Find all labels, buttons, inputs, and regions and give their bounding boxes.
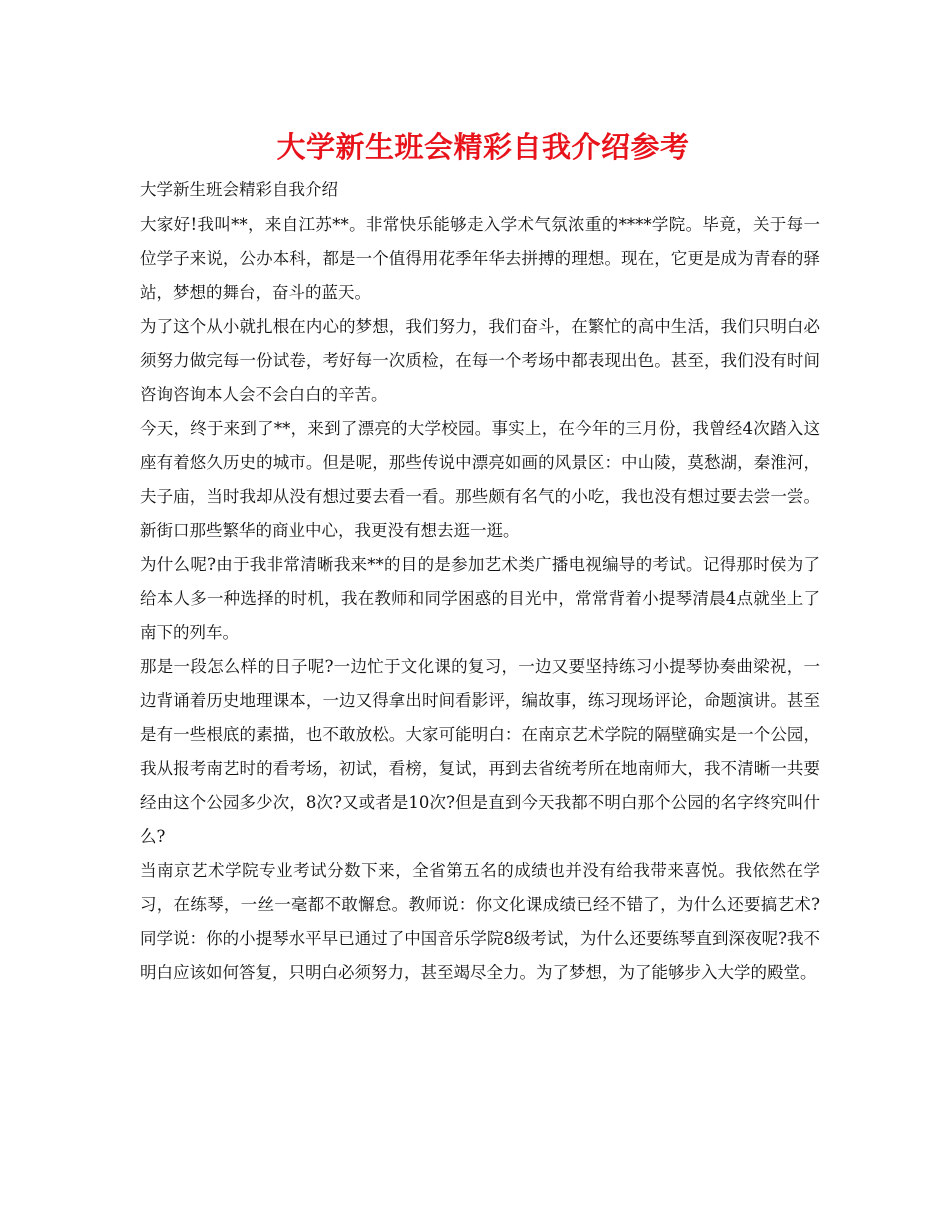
- paragraph-4: 为什么呢?由于我非常清晰我来**的目的是参加艺术类广播电视编导的考试。记得那时侯为了给本人多一种选择的时机，我在教师和同学困惑的目光中，常常背着小提琴清晨4点就坐上了南下的列车。: [140, 555, 820, 642]
- paragraph-1: 大家好!我叫**，来自江苏**。非常快乐能够走入学术气氛浓重的****学院。毕竟，关于每一位学子来说，公办本科，都是一个值得用花季年华去拼搏的理想。现在，它更是成为青春的驿站，梦想的舞台，奋斗的蓝天。: [140, 215, 820, 302]
- document-subtitle: 大学新生班会精彩自我介绍: [140, 180, 338, 199]
- document-body: [140, 208, 820, 990]
- document-title: 大学新生班会精彩自我介绍参考: [276, 130, 690, 164]
- paragraph-6: 当南京艺术学院专业考试分数下来，全省第五名的成绩也并没有给我带来喜悦。我依然在学习，在练琴，一丝一毫都不敢懈怠。教师说：你文化课成绩已经不错了，为什么还要搞艺术?同学说：你的小提琴水平早已通过了中国音乐学院8级考试，为什么还要练琴直到深夜呢?我不明白应该如何答复，只明白必须努力，甚至竭尽全力。为了梦想，为了能够步入大学的殿堂。: [140, 861, 820, 982]
- paragraph-3: 今天，终于来到了**，来到了漂亮的大学校园。事实上，在今年的三月份，我曾经4次踏入这座有着悠久历史的城市。但是呢，那些传说中漂亮如画的风景区：中山陵，莫愁湖，秦淮河，夫子庙，当时我却从没有想过要去看一看。那些颇有名气的小吃，我也没有想过要去尝一尝。新街口那些繁华的商业中心，我更没有想去逛一逛。: [140, 419, 820, 540]
- paragraph-5: 那是一段怎么样的日子呢?一边忙于文化课的复习，一边又要坚持练习小提琴协奏曲梁祝，一边背诵着历史地理课本，一边又得拿出时间看影评，编故事，练习现场评论，命题演讲。甚至是有一些根底的素描，也不敢放松。大家可能明白：在南京艺术学院的隔壁确实是一个公园，我从报考南艺时的看考场，初试，看榜，复试，再到去省统考所在地南师大，我不清晰一共要经由这个公园多少次，8次?又或者是10次?但是直到今天我都不明白那个公园的名字终究叫什么?: [140, 657, 820, 846]
- paragraph-2: 为了这个从小就扎根在内心的梦想，我们努力，我们奋斗，在繁忙的高中生活，我们只明白必须努力做完每一份试卷，考好每一次质检，在每一个考场中都表现出色。甚至，我们没有时间咨询咨询本人会不会白白的辛苦。: [140, 317, 820, 404]
